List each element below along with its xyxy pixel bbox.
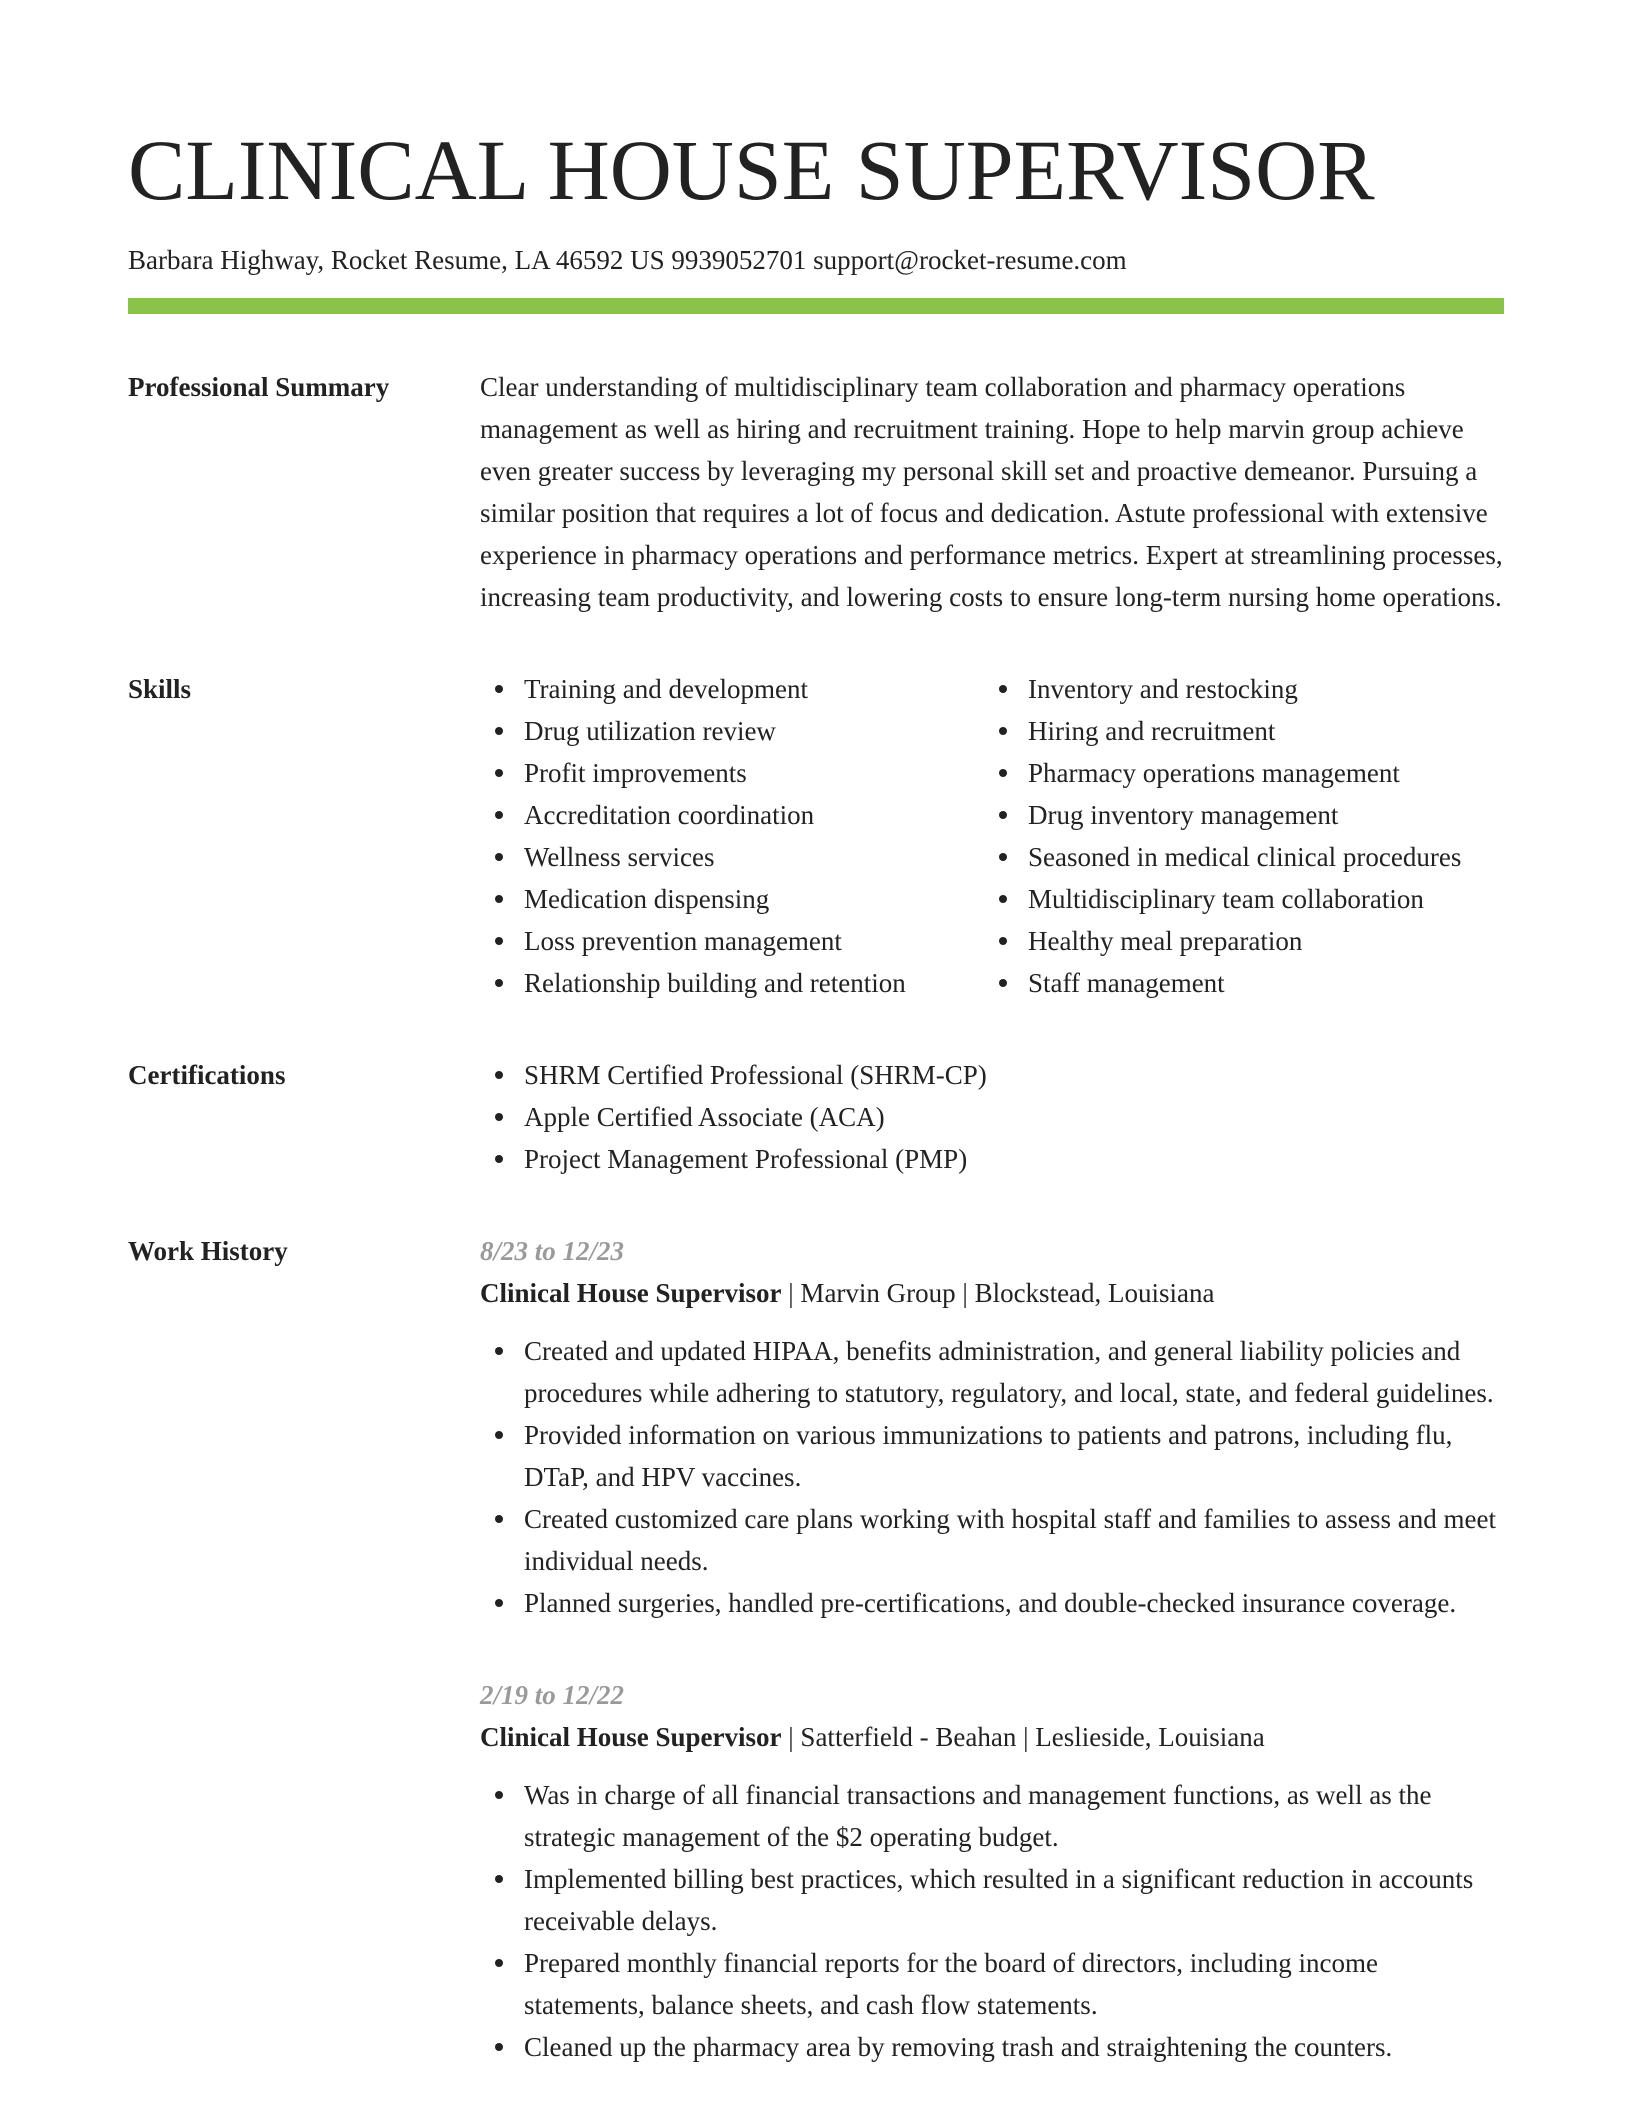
summary-body	[480, 366, 1504, 618]
skills-body	[480, 668, 1504, 1004]
job-bullet: Was in charge of all financial transactions and management functions, as well as the strategic management of the $2 operating budget.	[480, 1774, 1504, 1858]
skill-item: Training and development	[480, 668, 984, 710]
skill-item: Inventory and restocking	[984, 668, 1504, 710]
job-bullets	[480, 1774, 1504, 2068]
skill-item: Wellness services	[480, 836, 984, 878]
page-title: CLINICAL HOUSE SUPERVISOR	[128, 122, 1375, 218]
certification-item: SHRM Certified Professional (SHRM-CP)	[480, 1054, 1504, 1096]
section-title-summary: Professional Summary	[128, 372, 390, 402]
summary-section	[128, 366, 1504, 618]
skill-item: Pharmacy operations management	[984, 752, 1504, 794]
job-bullet: Provided information on various immunizations to patients and patrons, including flu, DTaP, and HPV vaccines.	[480, 1414, 1504, 1498]
job-heading	[480, 1272, 1504, 1314]
skills-list-right	[984, 668, 1504, 1004]
skill-item: Relationship building and retention	[480, 962, 984, 1004]
job-details: | Satterfield - Beahan | Leslieside, Louisiana	[781, 1722, 1265, 1752]
job-heading	[480, 1716, 1504, 1758]
skills-list-left	[480, 668, 984, 1004]
job-bullet: Created and updated HIPAA, benefits administration, and general liability policies and procedures while adhering to statutory, regulatory, and local, state, and federal guidelines.	[480, 1330, 1504, 1414]
job-dates: 2/19 to 12/22	[480, 1680, 625, 1710]
skill-item: Profit improvements	[480, 752, 984, 794]
job-bullet: Cleaned up the pharmacy area by removing trash and straightening the counters.	[480, 2026, 1504, 2068]
job-details: | Marvin Group | Blockstead, Louisiana	[781, 1278, 1215, 1308]
skill-item: Loss prevention management	[480, 920, 984, 962]
accent-divider	[128, 298, 1504, 314]
job-title: Clinical House Supervisor	[480, 1722, 782, 1752]
summary-text: Clear understanding of multidisciplinary team collaboration and pharmacy operations management as well as hiring and recruitment training. Hope to help marvin group achieve even greater success by leveraging my personal skill set and proactive demeanor. Pursuing a similar position that requires a lot of focus and dedication. Astute professional with extensive experience in pharmacy operations and performance metrics. Expert at streamlining processes, increasing team productivity, and lowering costs to ensure long-term nursing home operations.	[480, 372, 1503, 612]
skill-item: Multidisciplinary team collaboration	[984, 878, 1504, 920]
job-entry	[480, 1674, 1504, 2068]
skill-item: Medication dispensing	[480, 878, 984, 920]
skill-item: Seasoned in medical clinical procedures	[984, 836, 1504, 878]
skill-item: Drug utilization review	[480, 710, 984, 752]
certification-item: Project Management Professional (PMP)	[480, 1138, 1504, 1180]
skill-item: Drug inventory management	[984, 794, 1504, 836]
skill-item: Hiring and recruitment	[984, 710, 1504, 752]
skill-item: Accreditation coordination	[480, 794, 984, 836]
job-bullet: Prepared monthly financial reports for the board of directors, including income statements, balance sheets, and cash flow statements.	[480, 1942, 1504, 2026]
work-history-body	[480, 1230, 1504, 2068]
skills-section	[128, 668, 1504, 1004]
section-title-certifications: Certifications	[128, 1060, 286, 1090]
certification-item: Apple Certified Associate (ACA)	[480, 1096, 1504, 1138]
job-title: Clinical House Supervisor	[480, 1278, 782, 1308]
section-title-skills: Skills	[128, 674, 192, 704]
job-bullet: Planned surgeries, handled pre-certifications, and double-checked insurance coverage.	[480, 1582, 1504, 1624]
contact-line: Barbara Highway, Rocket Resume, LA 46592 US 9939052701 support@rocket-resume.com	[128, 245, 1127, 275]
job-bullet: Implemented billing best practices, which resulted in a significant reduction in accounts receivable delays.	[480, 1858, 1504, 1942]
job-bullets	[480, 1330, 1504, 1624]
job-dates: 8/23 to 12/23	[480, 1236, 625, 1266]
job-bullet: Created customized care plans working with hospital staff and families to assess and meet individual needs.	[480, 1498, 1504, 1582]
work-history-section	[128, 1230, 1504, 2068]
skill-item: Staff management	[984, 962, 1504, 1004]
certifications-body	[480, 1054, 1504, 1180]
skill-item: Healthy meal preparation	[984, 920, 1504, 962]
certifications-section	[128, 1054, 1504, 1180]
section-title-work-history: Work History	[128, 1236, 288, 1266]
job-entry	[480, 1230, 1504, 1624]
certifications-list	[480, 1054, 1504, 1180]
